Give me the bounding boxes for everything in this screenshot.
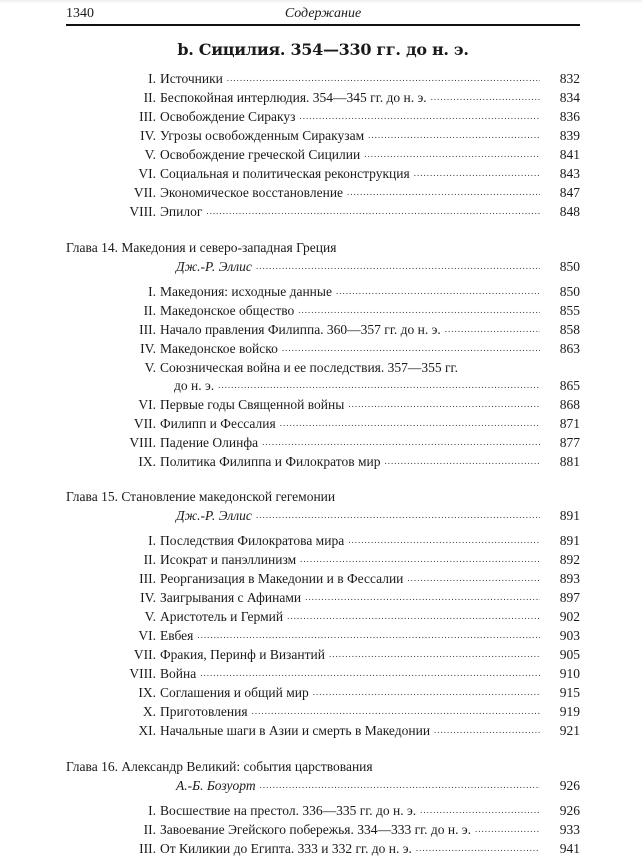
leader-dots	[416, 839, 540, 858]
entry-page: 839	[559, 128, 580, 143]
toc-entry[interactable]	[66, 531, 580, 550]
leader-dots	[197, 626, 540, 645]
header-rule	[66, 24, 580, 26]
toc-entry[interactable]	[66, 164, 580, 183]
entry-title: Эпилог	[160, 204, 203, 219]
entry-number: VII.	[133, 416, 156, 431]
leader-dots	[256, 257, 540, 276]
entry-page: 881	[559, 454, 580, 469]
entry-title: Завоевание Эгейского побережья. 334—333 гг. до н. э.	[160, 822, 472, 837]
entry-number: III.	[139, 841, 156, 856]
toc-entry[interactable]	[66, 145, 580, 164]
entry-title: Угрозы освобожденным Сиракузам	[160, 128, 365, 143]
entry-page: 863	[559, 341, 580, 356]
section-title: b. Сицилия. 354—330 гг. до н. э.	[177, 40, 469, 59]
leader-dots	[262, 433, 540, 452]
leader-dots	[329, 645, 540, 664]
entry-number: I.	[148, 284, 156, 299]
entry-number: II.	[143, 90, 156, 105]
chapter-heading[interactable]: Глава 14. Македония и северо-западная Греция	[66, 240, 337, 255]
toc-entry[interactable]	[66, 395, 580, 414]
leader-dots	[368, 126, 540, 145]
entry-page: 897	[559, 590, 580, 605]
author-name: Дж.-Р. Эллис	[176, 508, 252, 523]
entry-title: Источники	[160, 71, 223, 86]
toc-entry[interactable]	[66, 607, 580, 626]
entry-title: Союзническая война и ее последствия. 357—355 гг.	[160, 360, 458, 375]
toc-entry[interactable]	[66, 820, 580, 839]
entry-page: 905	[559, 647, 580, 662]
entry-number: IV.	[140, 341, 156, 356]
leader-dots	[347, 183, 540, 202]
toc-entry[interactable]	[66, 107, 580, 126]
entry-page: 841	[559, 147, 580, 162]
toc-entry[interactable]	[66, 645, 580, 664]
entry-page: 848	[559, 204, 580, 219]
entry-number: VIII.	[129, 666, 156, 681]
entry-title: Филипп и Фессалия	[160, 416, 276, 431]
toc-entry[interactable]	[66, 414, 580, 433]
leader-dots	[256, 506, 540, 525]
entry-page: 855	[559, 303, 580, 318]
leader-dots	[252, 702, 540, 721]
toc-entry[interactable]	[66, 588, 580, 607]
leader-dots	[336, 282, 540, 301]
entry-title: Соглашения и общий мир	[160, 685, 309, 700]
entry-title: Начальные шаги в Азии и смерть в Македонии	[160, 723, 431, 738]
chapter-author[interactable]	[66, 257, 580, 276]
entry-page: 843	[559, 166, 580, 181]
entry-number: VIII.	[129, 435, 156, 450]
entry-page: 891	[559, 508, 580, 523]
toc-entry[interactable]	[66, 839, 580, 858]
entry-title: Социальная и политическая реконструкция	[160, 166, 410, 181]
leader-dots	[280, 414, 540, 433]
entry-title: Македония: исходные данные	[160, 284, 332, 299]
author-name: Дж.-Р. Эллис	[176, 259, 252, 274]
leader-dots	[445, 320, 540, 339]
toc-entry[interactable]	[66, 702, 580, 721]
entry-page: 903	[559, 628, 580, 643]
leader-dots	[431, 88, 540, 107]
entry-number: I.	[148, 533, 156, 548]
entry-number: VIII.	[129, 204, 156, 219]
chapter-author[interactable]	[66, 506, 580, 525]
entry-title: От Киликии до Египта. 333 и 332 гг. до н. э.	[160, 841, 412, 856]
leader-dots	[414, 164, 540, 183]
entry-page: 847	[559, 185, 580, 200]
leader-dots	[300, 550, 540, 569]
running-title: Содержание	[284, 6, 362, 21]
chapter-author[interactable]	[66, 776, 580, 795]
entry-title: Беспокойная интерлюдия. 354—345 гг. до н. э.	[160, 90, 427, 105]
entry-title: Евбея	[160, 628, 194, 643]
entry-title: Фракия, Перинф и Византий	[160, 647, 325, 662]
entry-number: II.	[143, 303, 156, 318]
entry-title: Македонское общество	[160, 303, 295, 318]
leader-dots	[218, 376, 540, 395]
leader-dots	[298, 301, 540, 320]
leader-dots	[313, 683, 540, 702]
leader-dots	[299, 107, 540, 126]
chapter-heading[interactable]: Глава 15. Становление македонской гегемонии	[66, 489, 336, 504]
leader-dots	[282, 339, 540, 358]
toc-entry[interactable]	[66, 801, 580, 820]
toc-entry[interactable]	[66, 626, 580, 645]
entry-page: 850	[559, 284, 580, 299]
entry-title: Первые годы Священной войны	[160, 397, 345, 412]
entry-page: 893	[559, 571, 580, 586]
entry-number: IX.	[138, 454, 156, 469]
toc-entry[interactable]	[66, 433, 580, 452]
entry-number: VI.	[138, 397, 156, 412]
entry-page: 902	[559, 609, 580, 624]
entry-number: II.	[143, 822, 156, 837]
entry-number: X.	[142, 704, 156, 719]
entry-number: III.	[139, 571, 156, 586]
entry-page: 871	[559, 416, 580, 431]
running-head	[66, 6, 580, 26]
entry-title: Экономическое восстановление	[160, 185, 344, 200]
entry-page: 868	[559, 397, 580, 412]
leader-dots	[364, 145, 540, 164]
entry-number: I.	[148, 71, 156, 86]
leader-dots	[348, 531, 540, 550]
leader-dots	[200, 664, 540, 683]
author-name: А.-Б. Бозуорт	[176, 778, 256, 793]
entry-number: VI.	[138, 166, 156, 181]
toc-entry[interactable]	[66, 358, 580, 377]
entry-title: Последствия Филократова мира	[160, 533, 345, 548]
entry-title: Реорганизация в Македонии и в Фессалии	[160, 571, 404, 586]
entry-number: IV.	[140, 128, 156, 143]
entry-number: V.	[144, 147, 156, 162]
toc-entry[interactable]	[66, 320, 580, 339]
entry-page: 921	[559, 723, 580, 738]
entry-page: 850	[559, 259, 580, 274]
entry-page: 941	[559, 841, 580, 856]
entry-title: Исократ и панэллинизм	[160, 552, 297, 567]
toc-entry[interactable]	[66, 126, 580, 145]
entry-page: 836	[559, 109, 580, 124]
entry-number: IV.	[140, 590, 156, 605]
entry-number: V.	[144, 609, 156, 624]
leader-dots	[227, 69, 540, 88]
toc-entry[interactable]	[66, 683, 580, 702]
toc-entry[interactable]	[66, 550, 580, 569]
toc-entry[interactable]	[66, 282, 580, 301]
leader-dots	[407, 569, 540, 588]
entry-number: V.	[144, 360, 156, 375]
toc-entry[interactable]	[66, 183, 580, 202]
entry-number: III.	[139, 109, 156, 124]
entry-number: VII.	[133, 185, 156, 200]
leader-dots	[384, 452, 540, 471]
entry-page: 910	[559, 666, 580, 681]
entry-number: VII.	[133, 647, 156, 662]
page-number: 1340	[66, 6, 94, 21]
entry-title: Начало правления Филиппа. 360—357 гг. до н. э.	[160, 322, 441, 337]
toc-entry[interactable]	[66, 301, 580, 320]
chapter-heading[interactable]: Глава 16. Александр Великий: события царствования	[66, 759, 373, 774]
entry-page: 915	[559, 685, 580, 700]
entry-title: Политика Филиппа и Филократов мир	[160, 454, 381, 469]
toc-entry[interactable]	[66, 721, 580, 740]
leader-dots	[287, 607, 540, 626]
toc-entry[interactable]	[66, 202, 580, 221]
leader-dots	[420, 801, 540, 820]
entry-title: Приготовления	[160, 704, 248, 719]
entry-title: Падение Олинфа	[160, 435, 259, 450]
entry-number: VI.	[138, 628, 156, 643]
entry-number: IX.	[138, 685, 156, 700]
entry-number: XI.	[138, 723, 156, 738]
entry-title: Освобождение Сиракуз	[160, 109, 296, 124]
entry-page: 877	[559, 435, 580, 450]
toc-entry[interactable]	[66, 452, 580, 471]
toc-entry-continuation[interactable]	[66, 376, 580, 395]
entry-page: 933	[559, 822, 580, 837]
leader-dots	[434, 721, 540, 740]
toc-entry[interactable]	[66, 88, 580, 107]
entry-page: 834	[559, 90, 580, 105]
toc-entry[interactable]	[66, 664, 580, 683]
leader-dots	[475, 820, 540, 839]
entry-page: 832	[559, 71, 580, 86]
leader-dots	[348, 395, 540, 414]
entry-title: Война	[160, 666, 197, 681]
entry-page: 926	[559, 803, 580, 818]
entry-page: 926	[559, 778, 580, 793]
entry-title: Восшествие на престол. 336—335 гг. до н. э.	[160, 803, 417, 818]
leader-dots	[305, 588, 540, 607]
toc-entry[interactable]	[66, 339, 580, 358]
entry-page: 891	[559, 533, 580, 548]
toc-entry[interactable]	[66, 569, 580, 588]
entry-number: I.	[148, 803, 156, 818]
entry-page: 892	[559, 552, 580, 567]
entry-page: 865	[559, 378, 580, 393]
leader-dots	[260, 776, 540, 795]
entry-page: 919	[559, 704, 580, 719]
entry-title: Заигрывания с Афинами	[160, 590, 302, 605]
entry-title: Македонское войско	[160, 341, 278, 356]
entry-title: Аристотель и Гермий	[160, 609, 284, 624]
entry-title-continuation: до н. э.	[174, 378, 215, 393]
entry-page: 858	[559, 322, 580, 337]
toc-entry[interactable]	[66, 69, 580, 88]
entry-number: III.	[139, 322, 156, 337]
leader-dots	[206, 202, 540, 221]
entry-number: II.	[143, 552, 156, 567]
entry-title: Освобождение греческой Сицилии	[160, 147, 361, 162]
